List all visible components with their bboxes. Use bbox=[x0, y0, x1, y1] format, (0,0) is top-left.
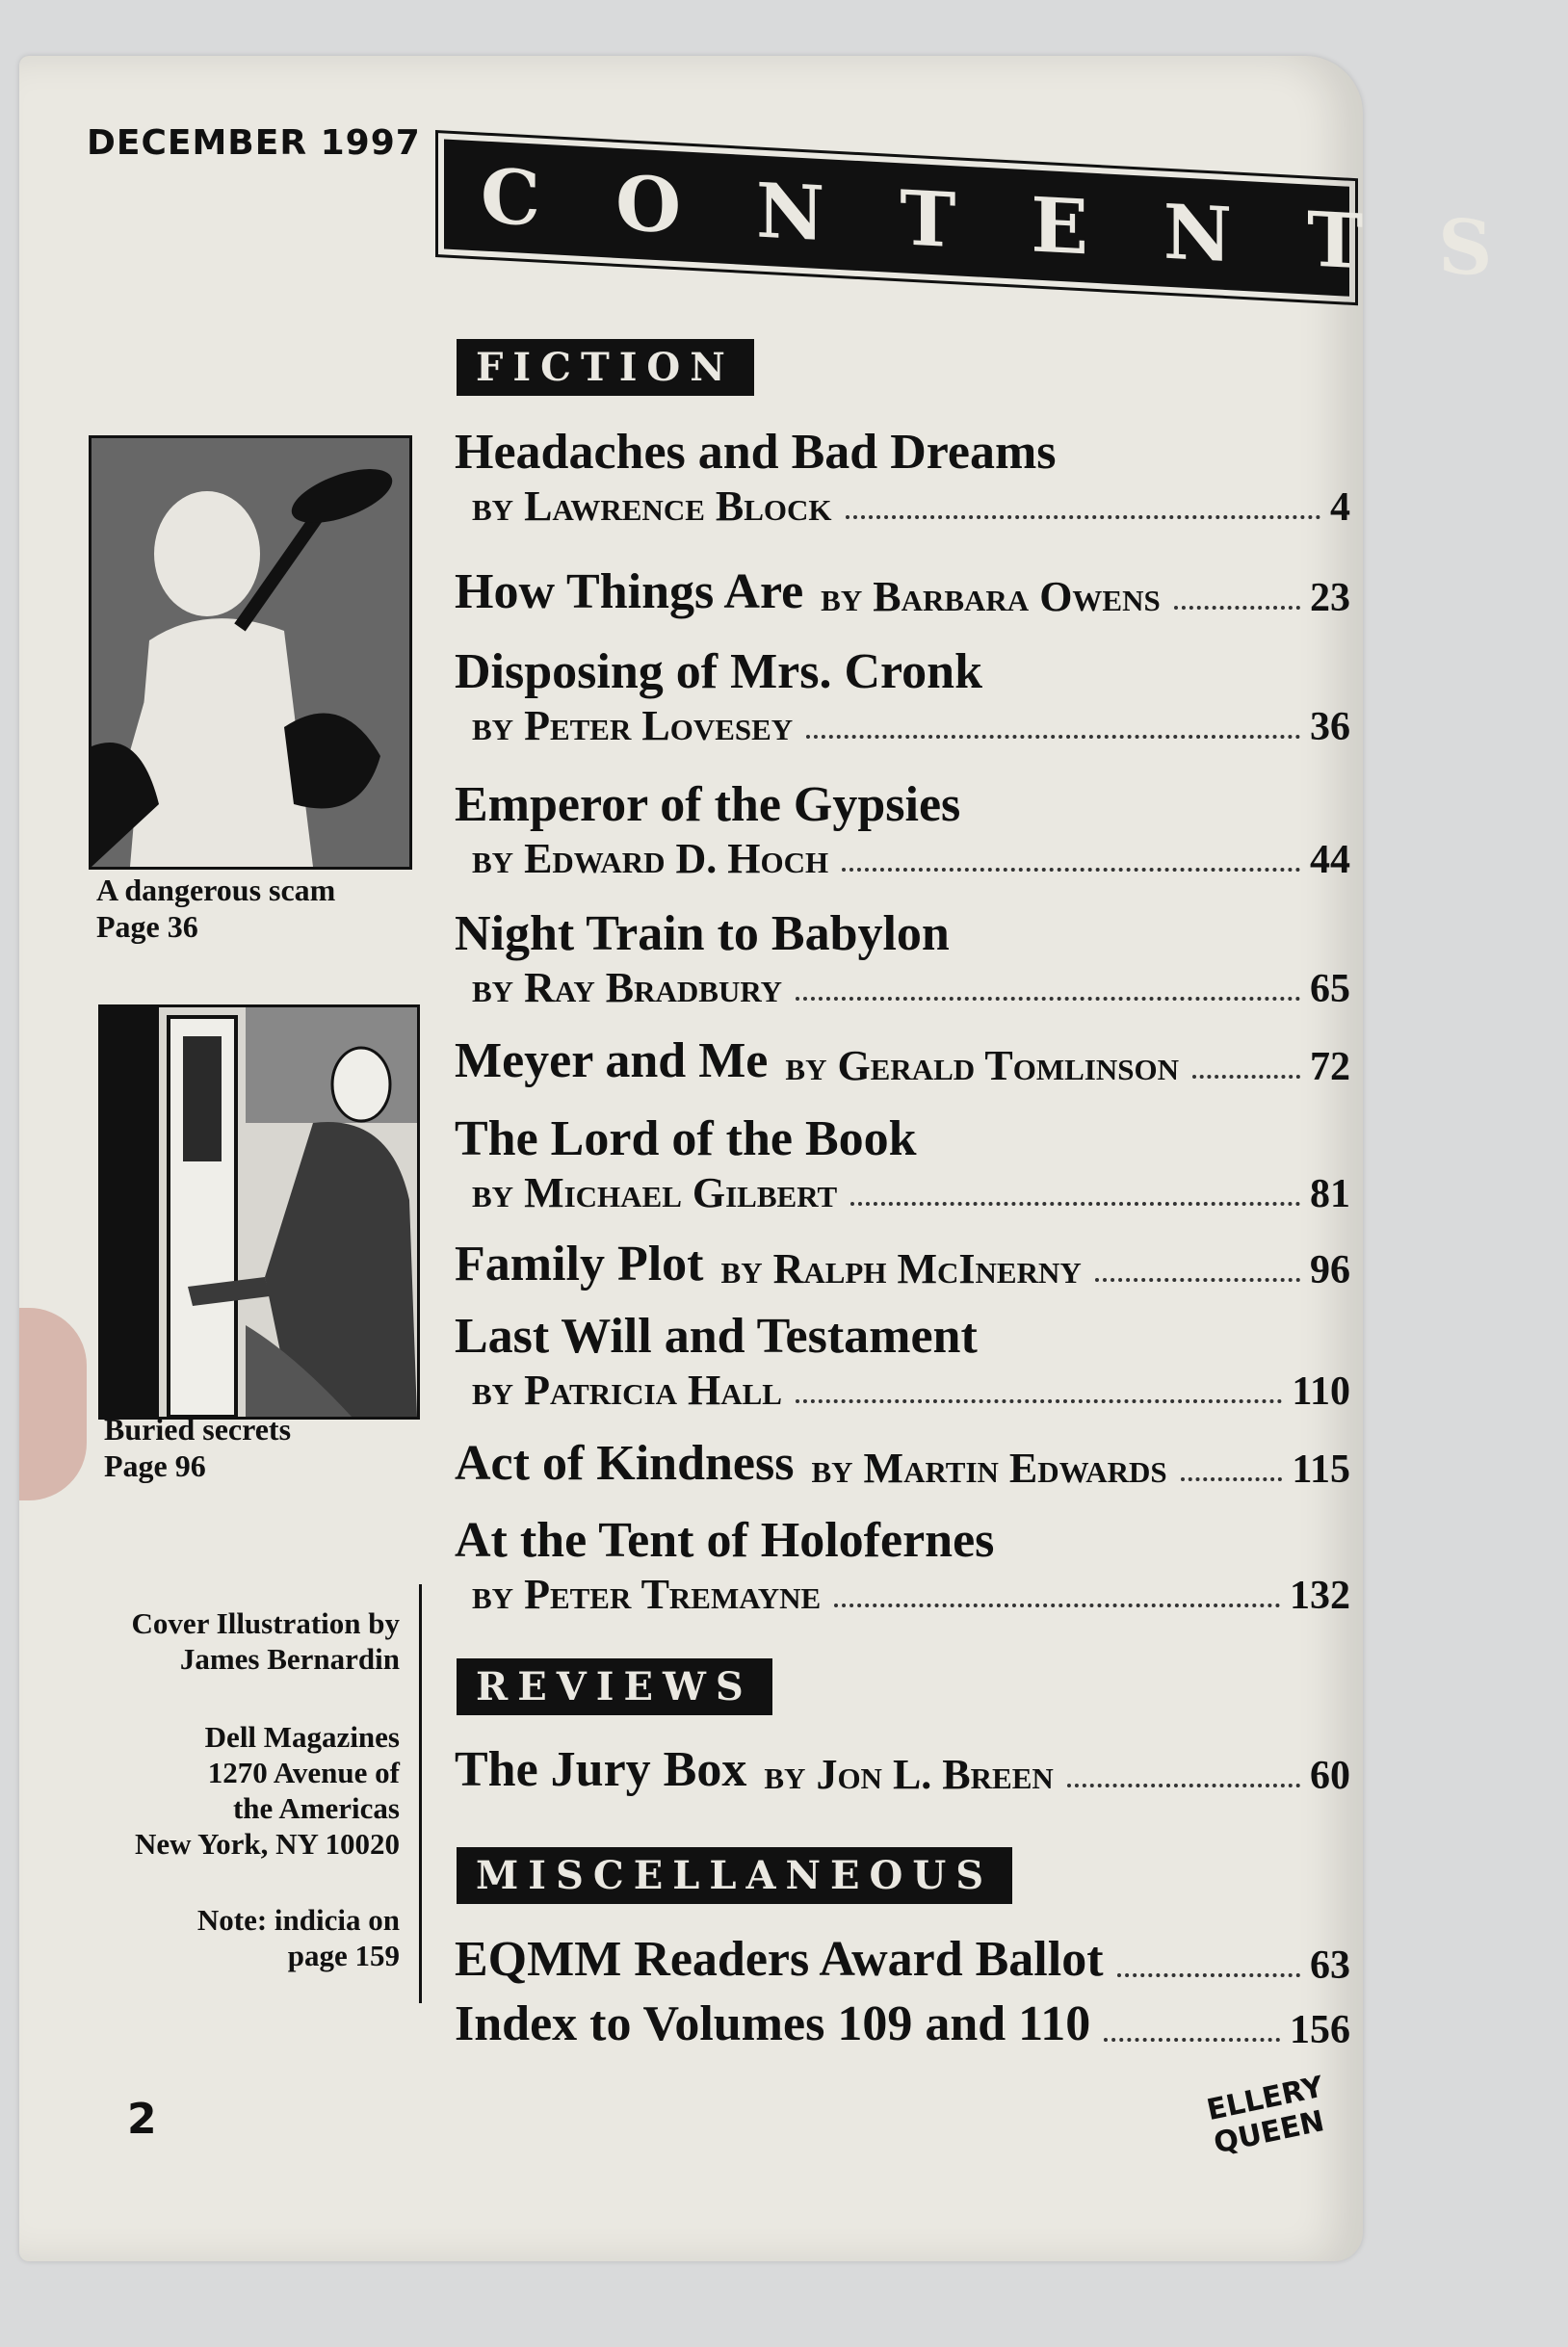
toc-page: 110 bbox=[1292, 1369, 1350, 1414]
toc-entry[interactable] bbox=[455, 905, 1350, 1012]
toc-entry[interactable] bbox=[455, 424, 1350, 531]
toc-title: EQMM Readers Award Ballot bbox=[455, 1932, 1104, 1987]
toc-page: 96 bbox=[1310, 1248, 1350, 1292]
toc-page: 115 bbox=[1292, 1447, 1350, 1492]
toc-title: Last Will and Testament bbox=[455, 1309, 978, 1364]
toc-title: Family Plot bbox=[455, 1237, 704, 1291]
toc-entry[interactable] bbox=[455, 1435, 1350, 1493]
toc-title: At the Tent of Holofernes bbox=[455, 1513, 995, 1568]
note-line: page 159 bbox=[287, 1939, 400, 1972]
toc-entry[interactable] bbox=[455, 563, 1350, 621]
section-reviews: REVIEWS bbox=[457, 1658, 772, 1715]
toc-byline: by Gerald Tomlinson bbox=[785, 1042, 1179, 1089]
sidebar-divider bbox=[419, 1584, 422, 2003]
toc-page: 63 bbox=[1310, 1943, 1350, 1988]
toc-entry[interactable] bbox=[455, 1931, 1350, 1989]
toc-byline: by Jon L. Breen bbox=[764, 1751, 1054, 1798]
toc-byline: by Ralph McInerny bbox=[720, 1245, 1082, 1292]
caption-page: Page 96 bbox=[104, 1448, 206, 1483]
address-line: the Americas bbox=[232, 1791, 400, 1825]
caption-scam bbox=[96, 872, 335, 945]
toc-page: 72 bbox=[1310, 1045, 1350, 1089]
toc-entry[interactable] bbox=[455, 1236, 1350, 1293]
thumb bbox=[19, 1308, 87, 1500]
toc-byline: by Patricia Hall bbox=[472, 1367, 782, 1414]
toc-title: Headaches and Bad Dreams bbox=[455, 425, 1057, 480]
section-fiction: FICTION bbox=[457, 339, 754, 396]
toc-byline: by Peter Lovesey bbox=[472, 702, 794, 749]
toc-page: 44 bbox=[1310, 838, 1350, 882]
address-line: Dell Magazines bbox=[204, 1720, 400, 1754]
toc-title: The Lord of the Book bbox=[455, 1111, 917, 1166]
toc-page: 65 bbox=[1310, 967, 1350, 1011]
toc-entry[interactable] bbox=[455, 1110, 1350, 1217]
toc-page: 36 bbox=[1310, 705, 1350, 749]
toc-page: 156 bbox=[1290, 2008, 1350, 2052]
toc-title: Emperor of the Gypsies bbox=[455, 777, 961, 832]
page-number: 2 bbox=[127, 2095, 157, 2144]
cover-credit-line: James Bernardin bbox=[179, 1642, 400, 1676]
toc-byline: by Edward D. Hoch bbox=[472, 835, 829, 882]
toc-page: 81 bbox=[1310, 1172, 1350, 1216]
illustration-scam bbox=[89, 435, 412, 870]
note-line: Note: indicia on bbox=[196, 1903, 400, 1937]
indicia-note bbox=[82, 1902, 400, 1973]
toc-byline: by Peter Tremayne bbox=[472, 1571, 822, 1618]
toc-title: Index to Volumes 109 and 110 bbox=[455, 1996, 1091, 2051]
address-line: New York, NY 10020 bbox=[135, 1827, 400, 1861]
toc-page: 23 bbox=[1310, 576, 1350, 620]
toc-title: Night Train to Babylon bbox=[455, 906, 950, 961]
cover-credit bbox=[82, 1605, 400, 1677]
toc-entry[interactable] bbox=[455, 1032, 1350, 1090]
toc-byline: by Ray Bradbury bbox=[472, 964, 783, 1011]
toc-entry[interactable] bbox=[455, 1308, 1350, 1415]
toc-title: Act of Kindness bbox=[455, 1436, 795, 1491]
toc-title: Disposing of Mrs. Cronk bbox=[455, 644, 983, 699]
magazine-name: ELLERY QUEEN bbox=[1204, 2070, 1327, 2161]
toc-page: 132 bbox=[1290, 1574, 1350, 1618]
toc-byline: by Barbara Owens bbox=[821, 573, 1161, 620]
toc-title: Meyer and Me bbox=[455, 1033, 769, 1088]
toc-entry[interactable] bbox=[455, 643, 1350, 750]
toc-entry[interactable] bbox=[455, 1512, 1350, 1619]
issue-date: DECEMBER 1997 bbox=[87, 123, 421, 163]
section-miscellaneous: MISCELLANEOUS bbox=[457, 1847, 1012, 1904]
caption-text: Buried secrets bbox=[104, 1412, 292, 1447]
toc-title: How Things Are bbox=[455, 564, 804, 619]
toc-page: 4 bbox=[1330, 485, 1350, 530]
toc-byline: by Lawrence Block bbox=[472, 482, 832, 530]
publisher-address bbox=[82, 1719, 400, 1862]
toc-entry[interactable] bbox=[455, 1995, 1350, 2053]
toc-page: 60 bbox=[1310, 1754, 1350, 1798]
illustration-buried-secrets bbox=[98, 1004, 420, 1420]
toc-byline: by Martin Edwards bbox=[811, 1445, 1167, 1492]
caption-page: Page 36 bbox=[96, 909, 198, 944]
man-at-door-illustration bbox=[101, 1007, 417, 1417]
toc-title: The Jury Box bbox=[455, 1742, 747, 1797]
caption-text: A dangerous scam bbox=[96, 873, 336, 907]
toc-entry[interactable] bbox=[455, 1741, 1350, 1799]
man-with-shovel-illustration bbox=[91, 438, 409, 867]
contents-banner-text: CONTENTS bbox=[444, 139, 1349, 296]
caption-buried-secrets bbox=[104, 1411, 291, 1484]
toc-entry[interactable] bbox=[455, 776, 1350, 883]
address-line: 1270 Avenue of bbox=[207, 1756, 400, 1789]
toc-byline: by Michael Gilbert bbox=[472, 1169, 838, 1216]
cover-credit-line: Cover Illustration by bbox=[131, 1606, 400, 1640]
